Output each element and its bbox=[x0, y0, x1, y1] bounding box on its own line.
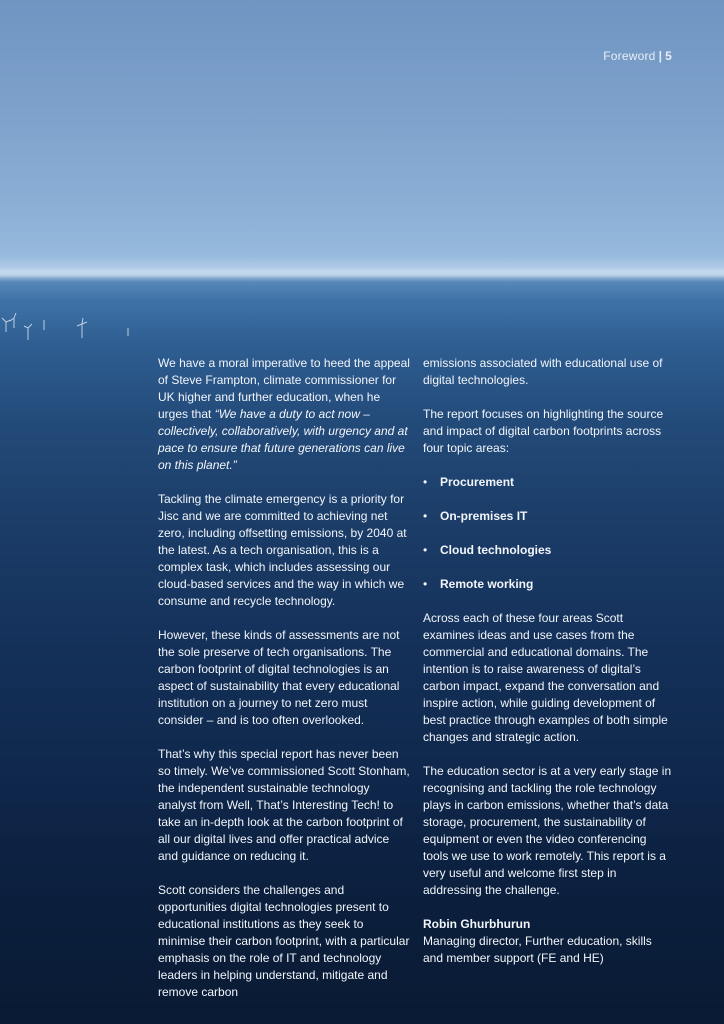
topic-item: • Remote working bbox=[423, 576, 673, 593]
signature-name: Robin Ghurbhurun bbox=[423, 917, 531, 931]
topic-item: • Procurement bbox=[423, 474, 673, 491]
left-column bbox=[158, 355, 410, 1018]
report-commission-paragraph: That’s why this special report has never been so timely. We’ve commissioned Scott Stonham, the independent sustainable technology analyst from Well, That’s Interesting Tech! to take an in-depth look at the carbon footprint of all our digital lives and offer practical advice and guidance on reducing it. bbox=[158, 747, 410, 863]
topic-item: • On-premises IT bbox=[423, 508, 673, 525]
signature-role: Managing director, Further education, skills and member support (FE and HE) bbox=[423, 934, 652, 965]
topic-list bbox=[423, 474, 673, 593]
section-title: Foreword bbox=[603, 49, 656, 63]
challenges-paragraph: Scott considers the challenges and opportunities digital technologies present to educational institutions as they seek to minimise their carbon footprint, with a particular emphasis on the role of IT and technology leaders in helping understand, mitigate and remove carbon bbox=[158, 883, 410, 999]
header-separator: | bbox=[658, 49, 663, 63]
report-focus-paragraph: The report focuses on highlighting the source and impact of digital carbon footprints across four topic areas: bbox=[423, 407, 664, 455]
wind-turbines-illustration bbox=[0, 308, 140, 348]
right-column bbox=[423, 355, 673, 967]
areas-examined-paragraph: Across each of these four areas Scott examines ideas and use cases from the commercial and educational domains. The intention is to raise awareness of digital’s carbon impact, expand the conversation and inspire action, while guiding development of best practice through examples of both simple changes and strategic action. bbox=[423, 611, 668, 744]
intro-text: We have a moral imperative to heed the appeal of Steve Frampton, climate commissioner for UK higher and further education, when he urges that bbox=[158, 356, 410, 421]
assessments-paragraph: However, these kinds of assessments are not the sole preserve of tech organisations. The carbon footprint of digital technologies is an aspect of sustainability that every educational institution on a journey to net zero must consider – and is too often overlooked. bbox=[158, 628, 400, 727]
emissions-continuation-paragraph: emissions associated with educational use of digital technologies. bbox=[423, 356, 663, 387]
page-number: 5 bbox=[665, 49, 672, 63]
climate-commissioner-quote: “We have a duty to act now – collectively, collaboratively, with urgency and at pace to ensure that future generations can live on this planet.” bbox=[158, 407, 408, 472]
intro-paragraph bbox=[158, 355, 410, 474]
topic-item: • Cloud technologies bbox=[423, 542, 673, 559]
education-sector-paragraph: The education sector is at a very early stage in recognising and tackling the role technology plays in carbon emissions, whether that’s data storage, procurement, the sustainability of equipment or even the video conferencing tools we use to work remotely. This report is a very useful and welcome first step in addressing the challenge. bbox=[423, 764, 672, 897]
climate-priority-paragraph: Tackling the climate emergency is a priority for Jisc and we are committed to achieving net zero, including offsetting emissions, by 2040 at the latest. As a tech organisation, this is a complex task, which includes assessing our cloud-based services and the way in which we consume and recycle technology. bbox=[158, 492, 407, 608]
running-head bbox=[603, 49, 672, 63]
sea-horizon bbox=[0, 268, 724, 282]
